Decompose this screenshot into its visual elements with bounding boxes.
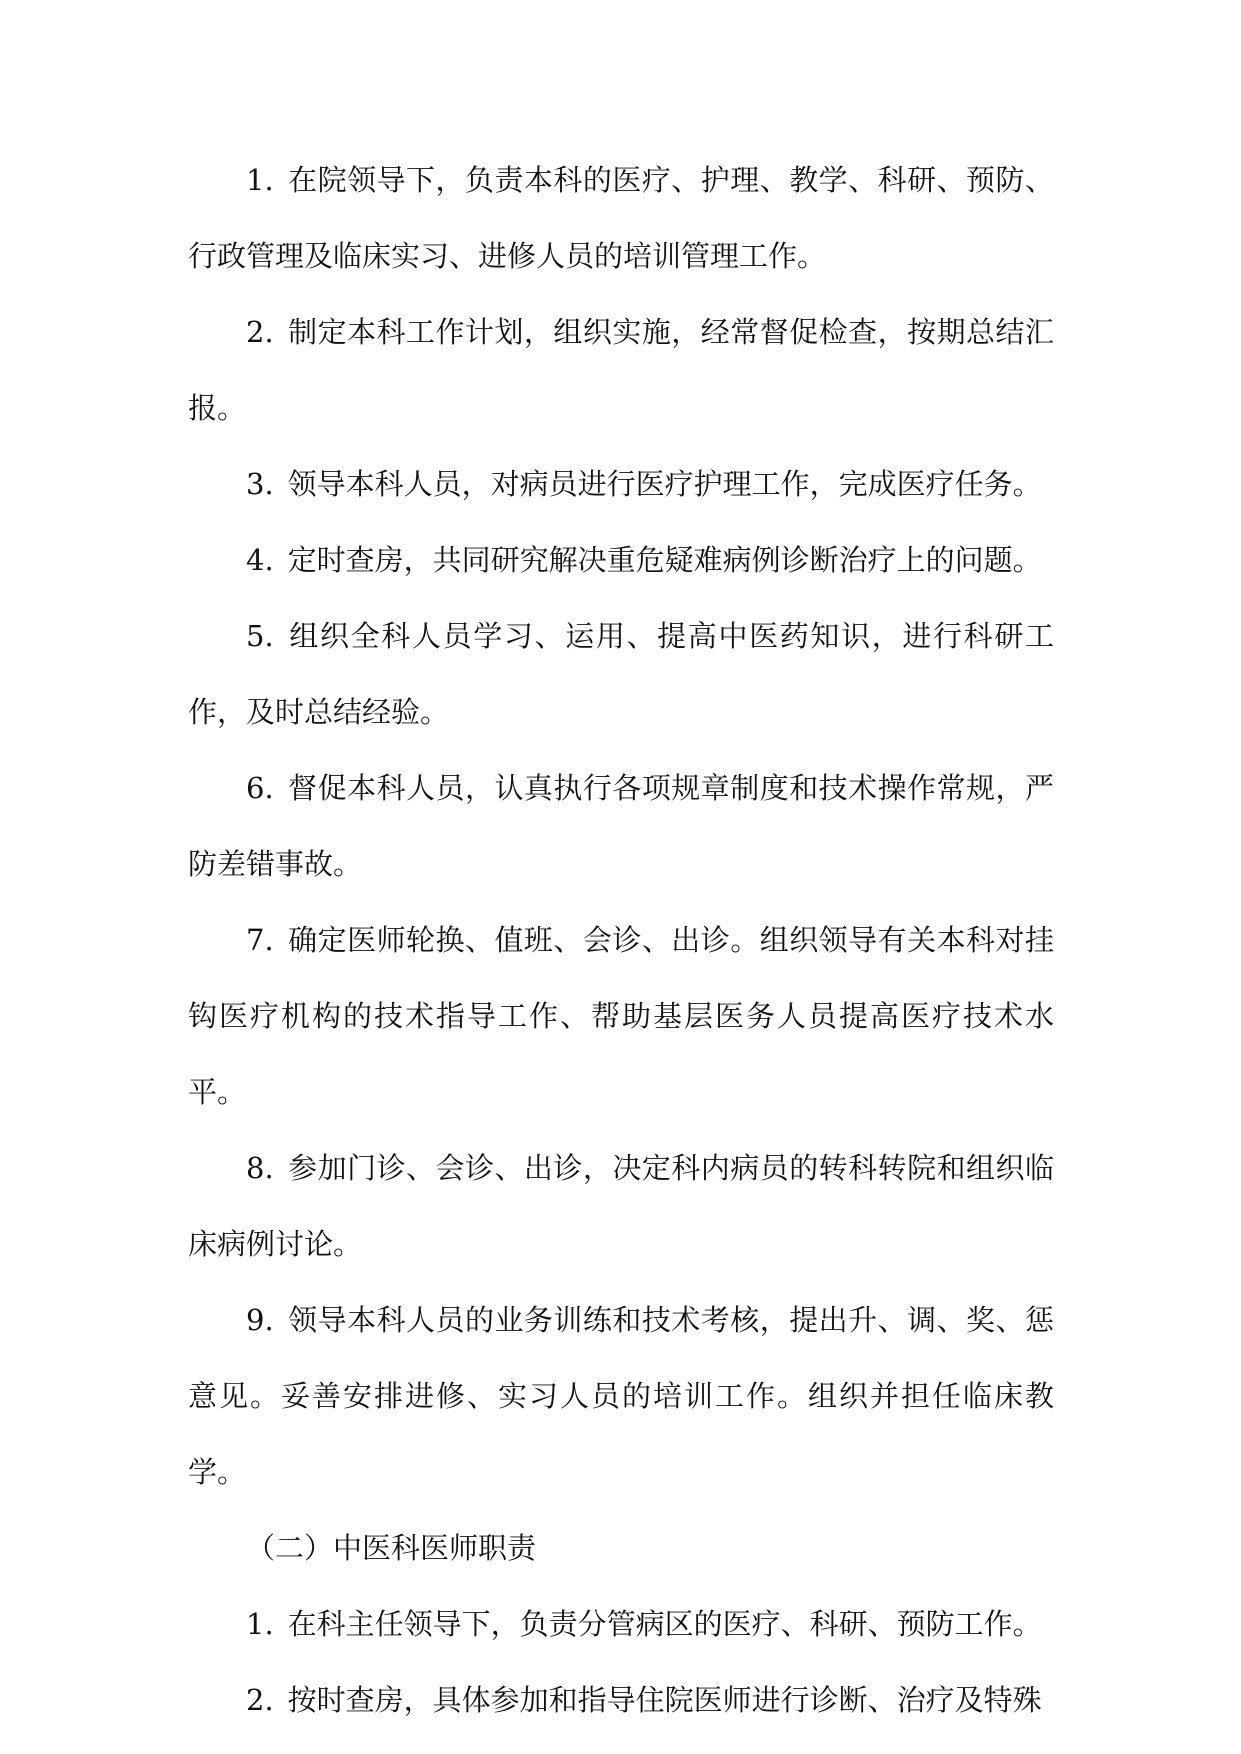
item-number: 2. <box>246 1683 274 1717</box>
item-text: 领导本科人员，对病员进行医疗护理工作，完成医疗任务。 <box>287 467 1042 501</box>
list-item <box>188 1662 1054 1738</box>
item-text: 在院领导下，负责本科的医疗、护理、教学、科研、预防、行政管理及临床实习、进修人员的培训管理工作。 <box>188 163 1054 273</box>
item-text: 制定本科工作计划，组织实施，经常督促检查，按期总结汇报。 <box>188 315 1054 425</box>
item-text: 领导本科人员的业务训练和技术考核，提出升、调、奖、惩意见。妥善安排进修、实习人员的培训工作。组织并担任临床教学。 <box>188 1303 1054 1489</box>
list-item <box>188 902 1054 1130</box>
list-item <box>188 1130 1054 1282</box>
item-number: 8. <box>246 1151 274 1185</box>
item-text: 督促本科人员，认真执行各项规章制度和技术操作常规，严防差错事故。 <box>188 771 1054 881</box>
item-number: 9. <box>246 1303 274 1337</box>
item-number: 2. <box>246 315 274 349</box>
list-item <box>188 598 1054 750</box>
item-number: 3. <box>246 467 274 501</box>
item-number: 7. <box>246 923 274 957</box>
item-text: 参加门诊、会诊、出诊，决定科内病员的转科转院和组织临床病例讨论。 <box>188 1151 1054 1261</box>
item-number: 4. <box>246 543 274 577</box>
item-text: 在科主任领导下，负责分管病区的医疗、科研、预防工作。 <box>287 1607 1042 1641</box>
item-text: 确定医师轮换、值班、会诊、出诊。组织领导有关本科对挂钩医疗机构的技术指导工作、帮助基层医务人员提高医疗技术水平。 <box>188 923 1054 1109</box>
document-body <box>188 142 1054 1738</box>
list-item <box>188 142 1054 294</box>
item-number: 1. <box>246 1607 274 1641</box>
list-item <box>188 522 1054 598</box>
list-item <box>188 1586 1054 1662</box>
list-item <box>188 750 1054 902</box>
list-item <box>188 294 1054 446</box>
list-item <box>188 446 1054 522</box>
item-number: 5. <box>246 619 274 653</box>
item-text: 定时查房，共同研究解决重危疑难病例诊断治疗上的问题。 <box>287 543 1042 577</box>
item-text: 组织全科人员学习、运用、提高中医药知识，进行科研工作，及时总结经验。 <box>188 619 1054 729</box>
section-heading: （二）中医科医师职责 <box>246 1531 537 1565</box>
list-item <box>188 1282 1054 1510</box>
item-number: 6. <box>246 771 274 805</box>
item-number: 1. <box>246 163 274 197</box>
item-text: 按时查房，具体参加和指导住院医师进行诊断、治疗及特殊 <box>287 1683 1042 1717</box>
